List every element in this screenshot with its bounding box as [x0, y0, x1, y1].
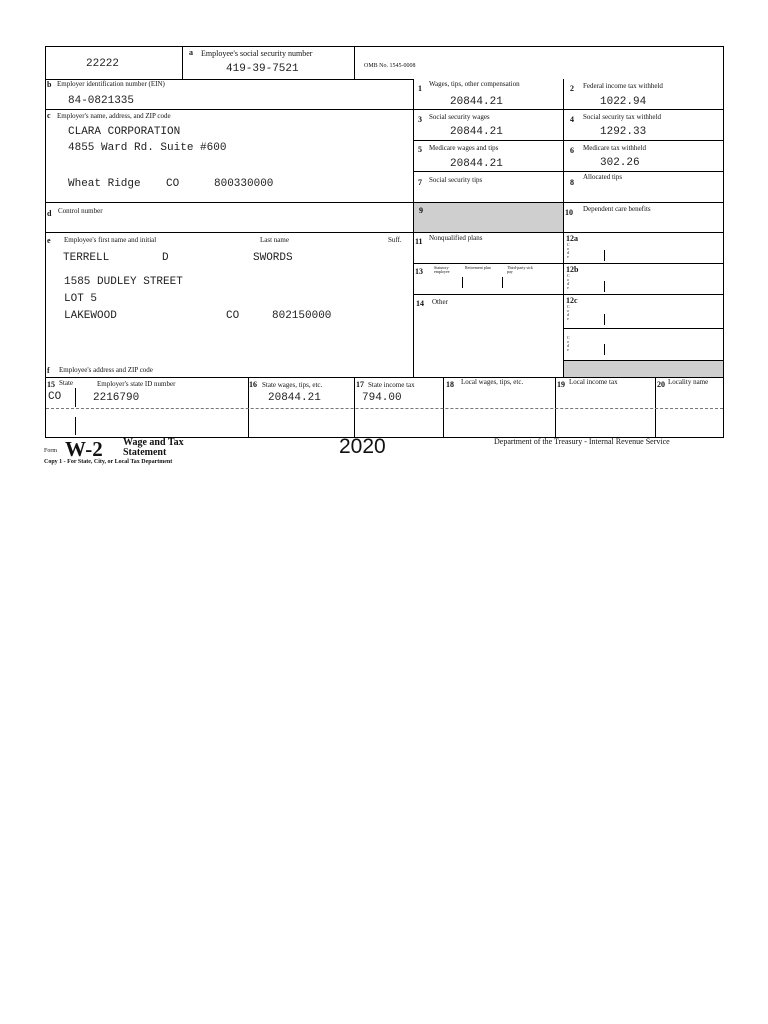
- box13-statutory: Statutory employee: [434, 265, 450, 274]
- box11-num: 11: [415, 237, 423, 246]
- box9-num: 9: [419, 206, 423, 215]
- box-a-label: Employee's social security number: [201, 49, 313, 58]
- divider: [45, 109, 414, 110]
- employee-ssn: 419-39-7521: [226, 63, 299, 75]
- employee-city: LAKEWOOD: [64, 310, 117, 322]
- box12d-tick: [604, 344, 605, 355]
- box12a-tick: [604, 250, 605, 261]
- box-e-letter: e: [47, 236, 51, 245]
- box16-label: State wages, tips, etc.: [262, 381, 323, 389]
- box1-num: 1: [418, 84, 422, 93]
- box6-num: 6: [570, 146, 574, 155]
- box2-num: 2: [570, 84, 574, 93]
- box7-num: 7: [418, 178, 422, 187]
- control-code: 22222: [86, 58, 120, 70]
- box15-state: CO: [48, 391, 62, 403]
- tax-year: 2020: [339, 435, 386, 458]
- employer-ein: 84-0821335: [68, 95, 135, 107]
- employer-city: Wheat Ridge: [68, 178, 141, 190]
- box4-value: 1292.33: [600, 126, 647, 138]
- box12c-num: 12c: [566, 296, 578, 305]
- box12c-code-marks: C o d e: [567, 304, 570, 321]
- box13-thirdparty: Third-party sick pay: [507, 265, 533, 274]
- box2-value: 1022.94: [600, 96, 647, 108]
- divider: [75, 388, 76, 407]
- box17-num: 17: [356, 380, 364, 389]
- box3-num: 3: [418, 115, 422, 124]
- box15-id-label: Employer's state ID number: [97, 380, 176, 388]
- box18-num: 18: [446, 380, 454, 389]
- divider: [563, 263, 724, 264]
- box-f-label: Employee's address and ZIP code: [59, 366, 153, 374]
- box19-label: Local income tax: [569, 378, 618, 386]
- divider: [413, 263, 563, 264]
- box20-label: Locality name: [668, 378, 709, 386]
- box12a-code-marks: C o d e: [567, 242, 570, 259]
- box16-num: 16: [249, 380, 257, 389]
- department: Department of the Treasury - Internal Revenue Service: [494, 437, 670, 446]
- divider: [413, 140, 724, 141]
- box-e-last-label: Last name: [260, 236, 289, 244]
- box12b-num: 12b: [566, 265, 579, 274]
- box-e-suff-label: Suff.: [388, 236, 402, 244]
- box4-num: 4: [570, 115, 574, 124]
- employee-zip: 802150000: [272, 310, 332, 322]
- box12c-tick: [604, 314, 605, 325]
- box-c-letter: c: [47, 111, 51, 120]
- box5-label: Medicare wages and tips: [429, 144, 499, 152]
- divider: [413, 109, 724, 110]
- divider: [45, 202, 414, 203]
- divider: [563, 328, 724, 329]
- box2-label: Federal income tax withheld: [583, 82, 663, 90]
- employee-address-line1: 1585 DUDLEY STREET: [64, 276, 183, 288]
- divider: [182, 46, 183, 79]
- form-title-line2: Statement: [123, 447, 167, 458]
- shaded-area: [563, 360, 724, 378]
- box18-label: Local wages, tips, etc.: [461, 378, 524, 386]
- box16-value: 20844.21: [268, 392, 321, 404]
- omb-number: OMB No. 1545-0008: [364, 63, 416, 69]
- employee-state: CO: [226, 310, 240, 322]
- box12b-tick: [604, 281, 605, 292]
- box5-num: 5: [418, 145, 422, 154]
- form-name: W-2: [65, 437, 103, 461]
- copy-designation: Copy 1 - For State, City, or Local Tax Department: [44, 459, 173, 465]
- box3-value: 20844.21: [450, 126, 503, 138]
- box8-num: 8: [570, 178, 574, 187]
- employer-address: 4855 Ward Rd. Suite #600: [68, 142, 227, 154]
- box17-label: State income tax: [368, 381, 415, 389]
- employee-initial: D: [162, 252, 169, 264]
- box-b-letter: b: [47, 80, 52, 89]
- box6-label: Medicare tax withheld: [583, 144, 646, 152]
- box12a-num: 12a: [566, 234, 578, 243]
- box15-state-label: State: [59, 379, 73, 387]
- dashed-separator: [46, 408, 723, 409]
- box3-label: Social security wages: [429, 113, 490, 121]
- box8-label: Allocated tips: [583, 173, 623, 181]
- divider: [45, 232, 414, 233]
- box15-state-id: 2216790: [93, 392, 140, 404]
- box15-num: 15: [47, 380, 55, 389]
- form-word: Form: [44, 448, 58, 454]
- box4-label: Social security tax withheld: [583, 113, 661, 121]
- box-d-letter: d: [47, 209, 52, 218]
- divider: [413, 294, 724, 295]
- employer-name: CLARA CORPORATION: [68, 126, 181, 138]
- box-d-label: Control number: [58, 207, 103, 215]
- form-title-line1: Wage and Tax: [123, 437, 184, 448]
- box5-value: 20844.21: [450, 158, 503, 170]
- divider: [354, 46, 355, 79]
- box-b-label: Employer identification number (EIN): [57, 80, 165, 88]
- employee-first-name: TERRELL: [63, 252, 110, 264]
- box-c-label: Employer's name, address, and ZIP code: [57, 112, 171, 120]
- box-f-letter: f: [47, 366, 50, 375]
- box10-num: 10: [565, 208, 573, 217]
- employer-zip: 800330000: [214, 178, 274, 190]
- box-a-letter: a: [189, 48, 193, 57]
- box9-shaded: [413, 202, 564, 233]
- employer-state: CO: [166, 178, 180, 190]
- box1-value: 20844.21: [450, 96, 503, 108]
- box13-statutory-checkbox[interactable]: [462, 277, 463, 288]
- employee-address-line2: LOT 5: [64, 293, 98, 305]
- box10-label: Dependent care benefits: [583, 205, 651, 213]
- box12b-code-marks: C o d e: [567, 273, 570, 290]
- box20-num: 20: [657, 380, 665, 389]
- box12d-code-marks: C o d e: [567, 335, 570, 352]
- box-e-first-label: Employee's first name and initial: [64, 236, 157, 244]
- box13-num: 13: [415, 267, 423, 276]
- box6-value: 302.26: [600, 157, 640, 169]
- box13-retirement-checkbox[interactable]: [502, 277, 503, 288]
- box14-label: Other: [432, 298, 448, 306]
- box1-label: Wages, tips, other compensation: [429, 80, 520, 88]
- box11-label: Nonqualified plans: [429, 234, 483, 242]
- divider: [75, 417, 76, 435]
- box14-num: 14: [416, 299, 424, 308]
- box17-value: 794.00: [362, 392, 402, 404]
- employee-last-name: SWORDS: [253, 252, 293, 264]
- divider: [413, 171, 724, 172]
- box7-label: Social security tips: [429, 176, 483, 184]
- box19-num: 19: [557, 380, 565, 389]
- box13-retirement: Retirement plan: [465, 265, 491, 270]
